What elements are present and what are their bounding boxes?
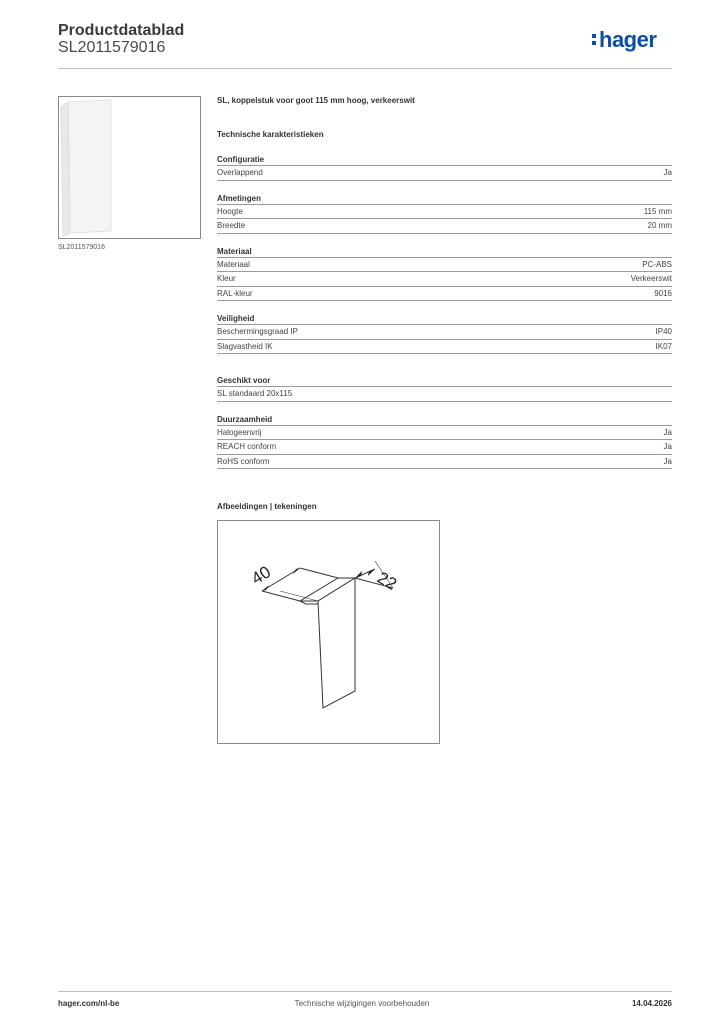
spec-row xyxy=(217,287,672,302)
footer-date: 14.04.2026 xyxy=(631,999,672,1008)
spec-label: Kleur xyxy=(217,274,236,283)
section-heading: Configuratie xyxy=(217,154,672,166)
section-heading: Geschikt voor xyxy=(217,375,672,387)
spec-label: RoHS conform xyxy=(217,456,270,466)
spec-value: Ja xyxy=(663,456,672,466)
spec-label: Overlappend xyxy=(217,168,263,177)
section-duurzaamheid xyxy=(217,414,672,470)
spec-label: REACH conform xyxy=(217,442,277,451)
header-divider xyxy=(58,68,672,69)
footer-divider xyxy=(58,991,672,992)
technical-drawing xyxy=(217,520,440,744)
technical-drawing-svg xyxy=(218,521,439,743)
spec-value: IP40 xyxy=(655,327,672,336)
footer-website: hager.com/nl-be xyxy=(58,999,120,1008)
product-title: SL, koppelstuk voor goot 115 mm hoog, verkeerswit xyxy=(217,96,415,105)
spec-label: SL standaard 20x115 xyxy=(217,389,293,398)
dimension-22-label: 22 xyxy=(374,568,400,594)
spec-row xyxy=(217,258,672,273)
product-code: SL2011579016 xyxy=(58,39,166,56)
section-veiligheid xyxy=(217,313,672,354)
spec-value: Ja xyxy=(663,168,672,177)
spec-value: IK07 xyxy=(655,341,672,351)
section-heading: Afmetingen xyxy=(217,193,672,205)
spec-row xyxy=(217,325,672,340)
section-heading: Veiligheid xyxy=(217,313,672,325)
section-afmetingen xyxy=(217,193,672,234)
tech-heading: Technische karakteristieken xyxy=(217,130,324,139)
section-heading: Duurzaamheid xyxy=(217,414,672,426)
spec-value: PC-ABS xyxy=(642,259,672,269)
spec-row xyxy=(217,219,672,234)
spec-row xyxy=(217,205,672,220)
section-configuratie xyxy=(217,154,672,181)
spec-label: Materiaal xyxy=(217,259,250,269)
spec-value: Verkeerswit xyxy=(630,274,672,283)
spec-value: 115 mm xyxy=(643,206,672,216)
drawings-heading: Afbeeldingen | tekeningen xyxy=(217,502,317,511)
spec-value: 9016 xyxy=(654,288,672,298)
spec-label: Halogeenvrij xyxy=(217,427,262,437)
spec-value: Ja xyxy=(663,427,672,437)
hager-logo xyxy=(592,27,656,53)
spec-row xyxy=(217,272,672,287)
spec-label: Beschermingsgraad IP xyxy=(217,327,298,336)
spec-row xyxy=(217,440,672,455)
spec-label: Hoogte xyxy=(217,206,243,216)
section-materiaal xyxy=(217,246,672,302)
footer-disclaimer: Technische wijzigingen voorbehouden xyxy=(294,999,430,1008)
spec-value: 20 mm xyxy=(647,221,672,230)
section-heading: Materiaal xyxy=(217,246,672,258)
spec-row xyxy=(217,387,672,402)
spec-content xyxy=(217,96,672,469)
spec-label: Slagvastheid IK xyxy=(217,341,273,351)
spec-label: Breedte xyxy=(217,221,246,230)
product-photo xyxy=(58,96,201,239)
spec-row xyxy=(217,166,672,181)
spec-value: Ja xyxy=(663,442,672,451)
spec-row xyxy=(217,340,672,355)
logo-text: hager xyxy=(599,27,657,52)
dimension-40-label: 40 xyxy=(248,562,275,589)
page-title: Productdatablad xyxy=(58,22,185,39)
photo-caption: SL2011579016 xyxy=(58,244,105,251)
spec-row xyxy=(217,426,672,441)
product-photo-icon xyxy=(59,97,200,238)
spec-label: RAL-kleur xyxy=(217,288,253,298)
section-geschikt-voor xyxy=(217,375,672,402)
logo-colon-icon xyxy=(592,31,597,48)
spec-row xyxy=(217,455,672,470)
